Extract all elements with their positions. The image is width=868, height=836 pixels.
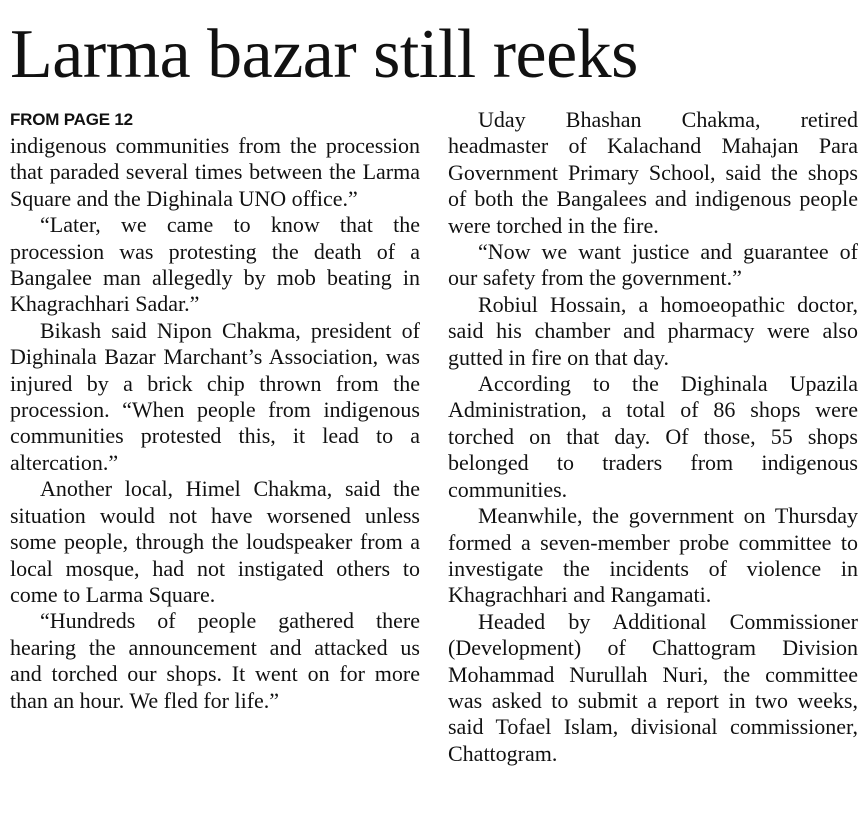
paragraph: “Now we want justice and guarantee of our safety from the government.”	[448, 239, 858, 291]
paragraph: Another local, Himel Chakma, said the situation would not have worsened unless some people, through the loudspeaker from a local mosque, had not instigated others to come to Larma Square.	[10, 476, 420, 607]
paragraph: Meanwhile, the government on Thursday formed a seven-member probe committee to investigate the incidents of violence in Khagrachhari and Rangamati.	[448, 503, 858, 608]
paragraph: indigenous communities from the procession that paraded several times between the Larma Square and the Dighinala UNO office.”	[10, 133, 420, 211]
paragraph: Headed by Additional Commissioner (Development) of Chattogram Division Mohammad Nurullah Nuri, the committee was asked to submit a report in two weeks, said Tofael Islam, divisional commissioner, Chattogram.	[448, 608, 858, 766]
article-column-left	[10, 107, 420, 714]
headline: Larma bazar still reeks	[10, 16, 638, 93]
paragraph: “Hundreds of people gathered there hearing the announcement and attacked us and torched our shops. It went on for more than an hour. We fled for life.”	[10, 608, 420, 713]
paragraph: Bikash said Nipon Chakma, president of Dighinala Bazar Marchant’s Association, was injured by a brick chip thrown from the procession. “When people from indigenous communities protested this, it lead to a altercation.”	[10, 317, 420, 475]
paragraph: Robiul Hossain, a homoeopathic doctor, said his chamber and pharmacy were also gutted in fire on that day.	[448, 291, 858, 370]
article-column-right	[448, 107, 858, 767]
jump-line: FROM PAGE 12	[10, 110, 133, 129]
paragraph: According to the Dighinala Upazila Administration, a total of 86 shops were torched on that day. Of those, 55 shops belonged to traders from indigenous communities.	[448, 371, 858, 502]
paragraph: “Later, we came to know that the procession was protesting the death of a Bangalee man allegedly by mob beating in Khagrachhari Sadar.”	[10, 212, 420, 317]
paragraph: Uday Bhashan Chakma, retired headmaster of Kalachand Mahajan Para Government Primary School, said the shops of both the Bangalees and indigenous people were torched in the fire.	[448, 107, 858, 238]
